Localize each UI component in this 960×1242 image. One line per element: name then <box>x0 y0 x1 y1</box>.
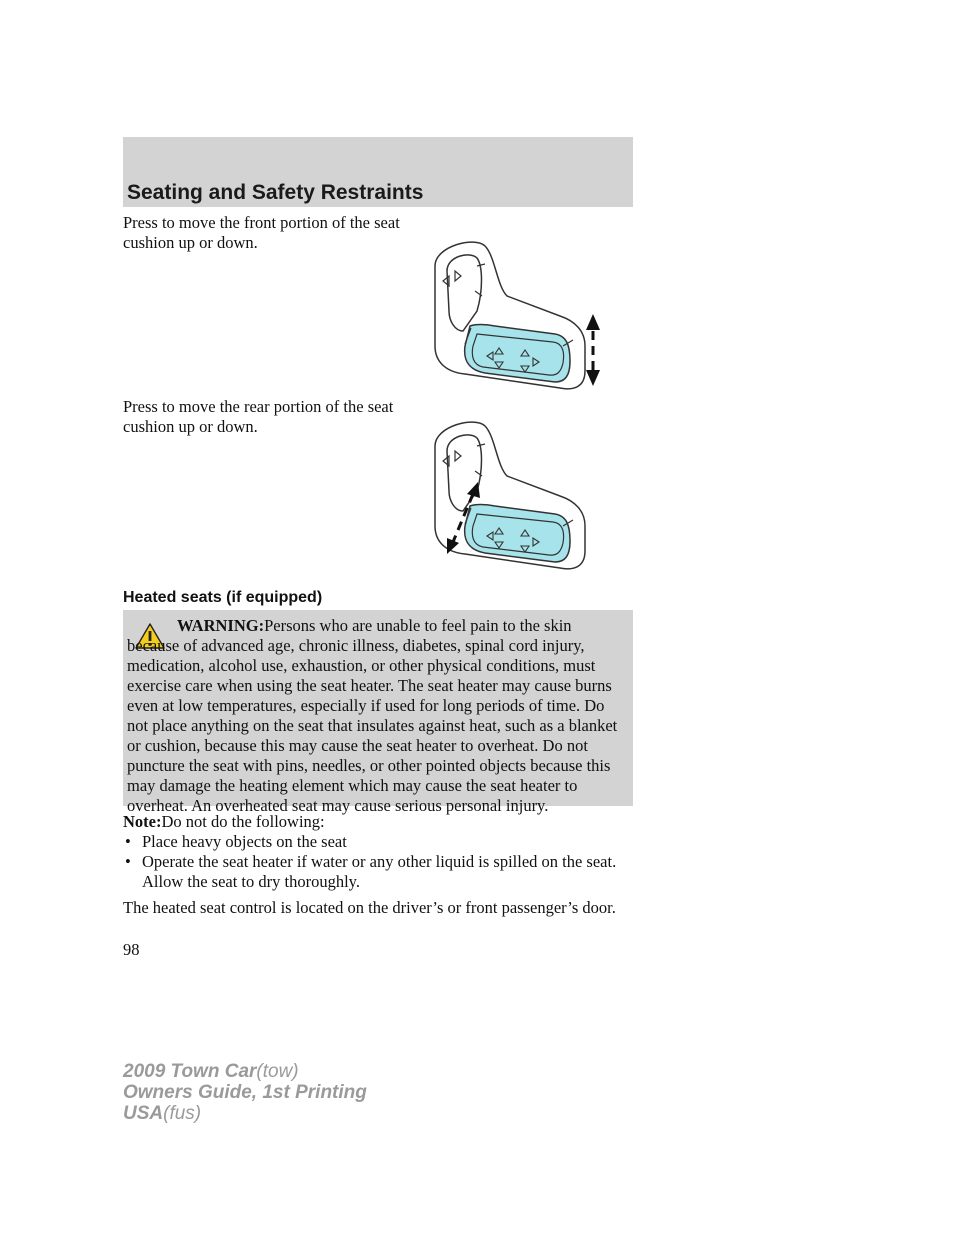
list-item: • Operate the seat heater if water or any other liquid is spilled on the seat. Allow the seat to dry thoroughly. <box>125 852 617 891</box>
footer-model-code: (tow) <box>256 1061 299 1082</box>
heated-control-location: The heated seat control is located on the driver’s or front passenger’s door. <box>123 898 616 917</box>
warning-box <box>123 610 633 815</box>
note-section <box>123 812 638 918</box>
warning-body: Persons who are unable to feel pain to the skin because of advanced age, chronic illness, diabetes, spinal cord injury, medication, alcohol use, exhaustion, or other physical conditions, must exercise care when using the seat heater. The seat heater may cause burns even at low temperatures, especially if used for long periods of time. Do not place anything on the seat that insulates against heat, such as a blanket or cushion, because this may cause the seat heater to overheat. Do not puncture the seat with pins, needles, or other pointed objects because this may damage the heating element which may cause the seat heater to overheat. An overheated seat may cause serious personal injury. <box>127 616 618 815</box>
page-number: 98 <box>123 940 140 959</box>
note-label: Note: <box>123 812 162 831</box>
rear-cushion-instruction: Press to move the rear portion of the seat cushion up or down. <box>123 397 394 436</box>
document-footer <box>123 1061 367 1124</box>
seat-control-rear-icon <box>425 416 615 576</box>
footer-printing: Owners Guide, 1st Printing <box>123 1082 367 1103</box>
seat-control-front-icon <box>425 236 615 394</box>
footer-market: USA <box>123 1103 164 1124</box>
section-header <box>123 137 633 207</box>
list-item: • Place heavy objects on the seat <box>125 832 347 851</box>
heated-seats-heading: Heated seats (if equipped) <box>123 589 323 606</box>
warning-text-block <box>127 616 627 816</box>
footer-market-code: (fus) <box>163 1103 202 1124</box>
section-title: Seating and Safety Restraints <box>127 181 424 204</box>
front-cushion-instruction: Press to move the front portion of the seat cushion up or down. <box>123 213 400 252</box>
note-text: Do not do the following: <box>161 812 325 831</box>
footer-model: 2009 Town Car <box>123 1061 257 1082</box>
warning-label: WARNING: <box>177 616 265 635</box>
